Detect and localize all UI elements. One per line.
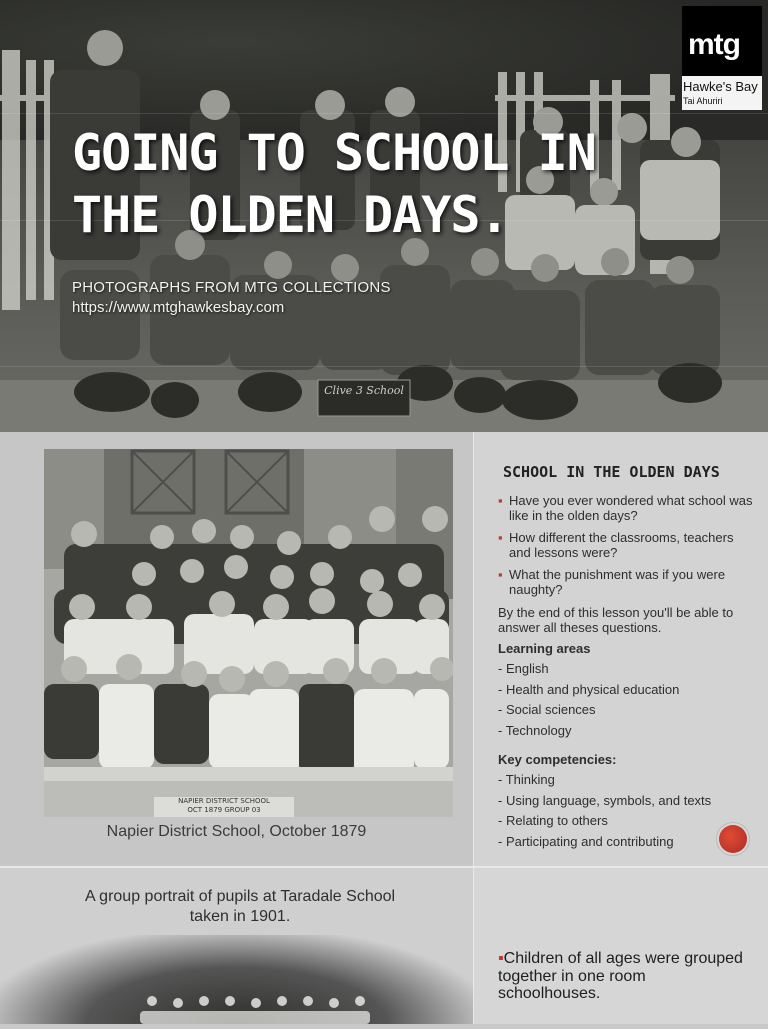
bullet-icon: ▪ [498, 567, 503, 582]
hero-slate-text: Clive 3 School [324, 384, 404, 397]
learning-areas-heading: Learning areas [498, 641, 591, 656]
mtg-logo[interactable] [682, 6, 762, 110]
list-item: - Health and physical education [498, 681, 680, 697]
column-divider [473, 432, 474, 1024]
bullet-icon: ▪ [498, 530, 503, 545]
question-list [498, 493, 756, 604]
one-room-schoolhouse-note [498, 950, 748, 1003]
list-item: - Using language, symbols, and texts [498, 792, 712, 808]
scanline [0, 113, 768, 114]
logo-mark: mtg [688, 28, 740, 61]
competencies-list [498, 770, 711, 852]
hero-subtitle: PHOTOGRAPHS FROM MTG COLLECTIONS [72, 279, 391, 296]
bullet-icon: ▪ [498, 493, 503, 508]
list-item: - Thinking [498, 772, 555, 787]
note-text: Children of all ages were grouped together in one room schoolhouses. [498, 950, 743, 1002]
decorative-red-circle-icon [719, 825, 747, 853]
hero-banner [0, 0, 768, 432]
lesson-goal: By the end of this lesson you'll be able to answer all theses questions. [498, 605, 734, 635]
logo-maori-name: Tai Ahuriri [683, 96, 723, 106]
taradale-photo-image [0, 935, 473, 1024]
napier-school-photo [44, 449, 453, 817]
taradale-school-photo [0, 935, 473, 1024]
question-text: How different the classrooms, teachers and lessons were? [509, 530, 734, 560]
collection-link[interactable]: https://www.mtghawkesbay.com [72, 299, 285, 316]
list-item: - Technology [498, 722, 572, 738]
scanline [0, 366, 768, 367]
competencies-heading: Key competencies: [498, 752, 617, 767]
list-item: - Relating to others [498, 813, 608, 828]
napier-photo-caption: Napier District School, October 1879 [106, 823, 367, 840]
list-item: - Participating and contributing [498, 833, 674, 849]
logo-region-name: Hawke's Bay [683, 79, 758, 94]
list-item: - English [498, 661, 549, 676]
taradale-photo-caption: A group portrait of pupils at Taradale School taken in 1901. [84, 888, 396, 925]
list-item [498, 493, 756, 523]
photo-plaque-date: OCT 1879 GROUP 03 [187, 806, 261, 814]
list-item: - Social sciences [498, 702, 596, 717]
section-title: SCHOOL IN THE OLDEN DAYS [503, 463, 720, 481]
logo-region-band [682, 76, 762, 110]
question-text: What the punishment was if you were naughty? [509, 567, 726, 597]
question-text: Have you ever wondered what school was like in the olden days? [509, 493, 753, 523]
napier-photo-image [44, 449, 453, 817]
page-title: GOING TO SCHOOL IN THE OLDEN DAYS. [72, 124, 596, 244]
learning-areas-list [498, 659, 679, 741]
list-item [498, 567, 756, 597]
photo-plaque: NAPIER DISTRICT SCHOOL [178, 797, 270, 805]
list-item [498, 530, 756, 560]
bullet-icon: ▪ [498, 950, 504, 967]
